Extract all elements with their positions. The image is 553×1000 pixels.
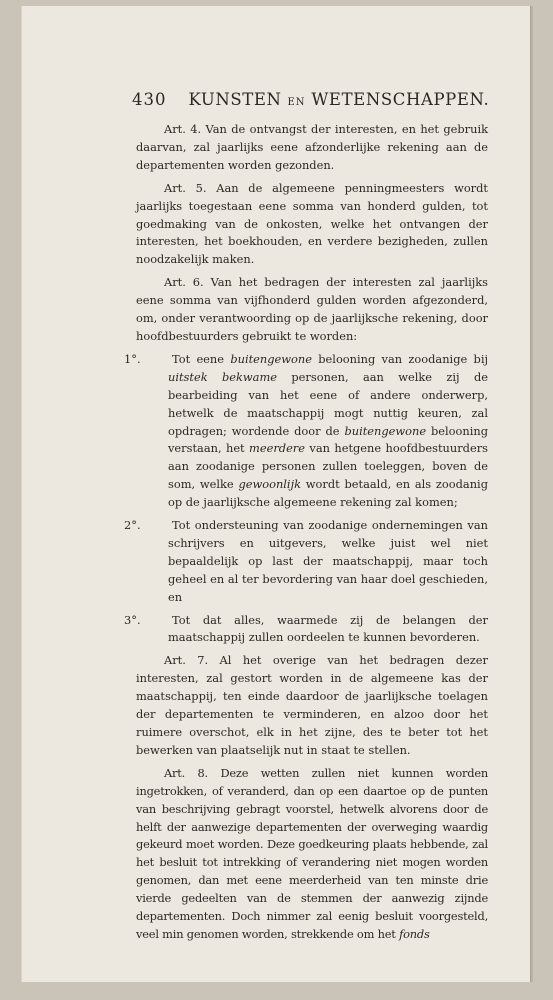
article-5-label: Art. 5. bbox=[164, 180, 207, 195]
article-4 bbox=[136, 121, 488, 175]
list-item-1 bbox=[124, 351, 488, 512]
article-8-label: Art. 8. bbox=[164, 765, 208, 780]
list-item-1-marker: 1°. bbox=[124, 351, 141, 366]
article-7 bbox=[136, 652, 488, 759]
page-number: 430 bbox=[132, 90, 167, 109]
book-page bbox=[22, 6, 531, 982]
emphasis-buitengewone-2: buitengewone bbox=[344, 423, 427, 438]
title-part-1: KUNSTEN bbox=[188, 90, 282, 109]
emphasis-meerdere: meerdere bbox=[249, 441, 305, 456]
list-item-3 bbox=[124, 612, 488, 648]
title-part-2: WETENSCHAPPEN. bbox=[311, 90, 490, 109]
article-5 bbox=[136, 180, 488, 270]
list-item-1-text-g: belooning verstaan, het bbox=[168, 423, 488, 456]
article-6 bbox=[136, 274, 488, 346]
article-6-label: Art. 6. bbox=[164, 275, 204, 290]
list-item-2-text: Tot ondersteuning van zoodanige ondernemingen van schrijvers en uitgevers, welke juist wel niet bepaaldelijk op last der maatschappij, maar toch geheel en al ter bevordering van haar doel geschieden, en bbox=[168, 518, 488, 604]
article-4-text: Van de ontvangst der interesten, en het gebruik daarvan, zal jaarlijks eene afzonderlijke rekening aan de departementen worden gezonden. bbox=[136, 122, 489, 172]
page-body bbox=[124, 121, 489, 949]
article-8-tail: fonds bbox=[399, 926, 430, 941]
article-4-label: Art. 4. bbox=[164, 122, 202, 136]
running-header bbox=[132, 90, 490, 109]
article-6-text: Van het bedragen der interesten zal jaarlijks eene somma van vijfhonderd gulden worden afgezonderd, om, onder verantwoording op de jaarlijksche rekening, door hoofdbestuurders gebruikt te worden: bbox=[136, 275, 488, 343]
article-8 bbox=[136, 765, 488, 944]
title-en: EN bbox=[287, 97, 306, 108]
article-5-text: Aan de algemeene penningmeesters wordt jaarlijks toegestaan eene somma van honderd gulden, tot goedmaking van de onkosten, welke het ontvangen der interesten, het boekhouden, en verdere bezigheden, zullen noodzakelijk maken. bbox=[136, 180, 488, 267]
emphasis-buitengewone: buitengewone bbox=[230, 351, 312, 366]
list-item-3-marker: 3°. bbox=[124, 612, 141, 627]
list-item-1-text-k: wordt betaald, en als zoodanig op de jaarlijksche algemeene rekening zal komen; bbox=[168, 477, 488, 510]
list-item-1-text-i: van hetgene hoofdbestuurders aan zoodanige personen zullen toeleggen, boven de som, welke bbox=[168, 441, 488, 492]
list-item-1-text-a: Tot eene bbox=[172, 351, 231, 366]
article-7-label: Art. 7. bbox=[164, 653, 209, 668]
list-item-2 bbox=[124, 517, 488, 607]
article-8-text: Deze wetten zullen niet kunnen worden ingetrokken, of veranderd, dan op een daartoe op de punten van beschrijving gebragt voorstel, hetwelk alvorens door de helft der aanwezige departementen der overweging waardig gekeurd moet worden. Deze goedkeuring plaats hebbende, zal het besluit tot intrekking of verandering niet mogen worden genomen, dan met eene meerderheid van ten minste drie vierde gedeelten van de stemmen der aanwezig zijnde departementen. Doch nimmer zal eenig besluit voorgesteld, veel min genomen worden, strekkende om het bbox=[136, 765, 488, 941]
list-item-3-text: Tot dat alles, waarmede zij de belangen der maatschappij zullen oordeelen te kunnen bevorderen. bbox=[168, 612, 488, 645]
article-7-text: Al het overige van het bedragen dezer interesten, zal gestort worden in de algemeene kas der maatschappij, ten einde daardoor de jaarlijksche toelagen der departementen te verminderen, en alzoo door het ruimere overschot, elk in het zijne, des te beter tot het bewerken van plaatselijk nut in staat te stellen. bbox=[136, 653, 488, 757]
list-item-1-text-e: personen, aan welke zij de bearbeiding van het eene of andere onderwerp, hetwelk de maatschappij mogt nuttig keuren, zal opdragen; wordende door de bbox=[168, 369, 488, 438]
list-item-2-marker: 2°. bbox=[124, 518, 141, 533]
emphasis-gewoonlijk: gewoonlijk bbox=[238, 477, 302, 492]
list-item-1-text-c: belooning van zoodanige bij bbox=[311, 351, 488, 366]
emphasis-uitstek-bekwame: uitstek bekwame bbox=[168, 369, 278, 384]
running-title bbox=[189, 90, 490, 109]
